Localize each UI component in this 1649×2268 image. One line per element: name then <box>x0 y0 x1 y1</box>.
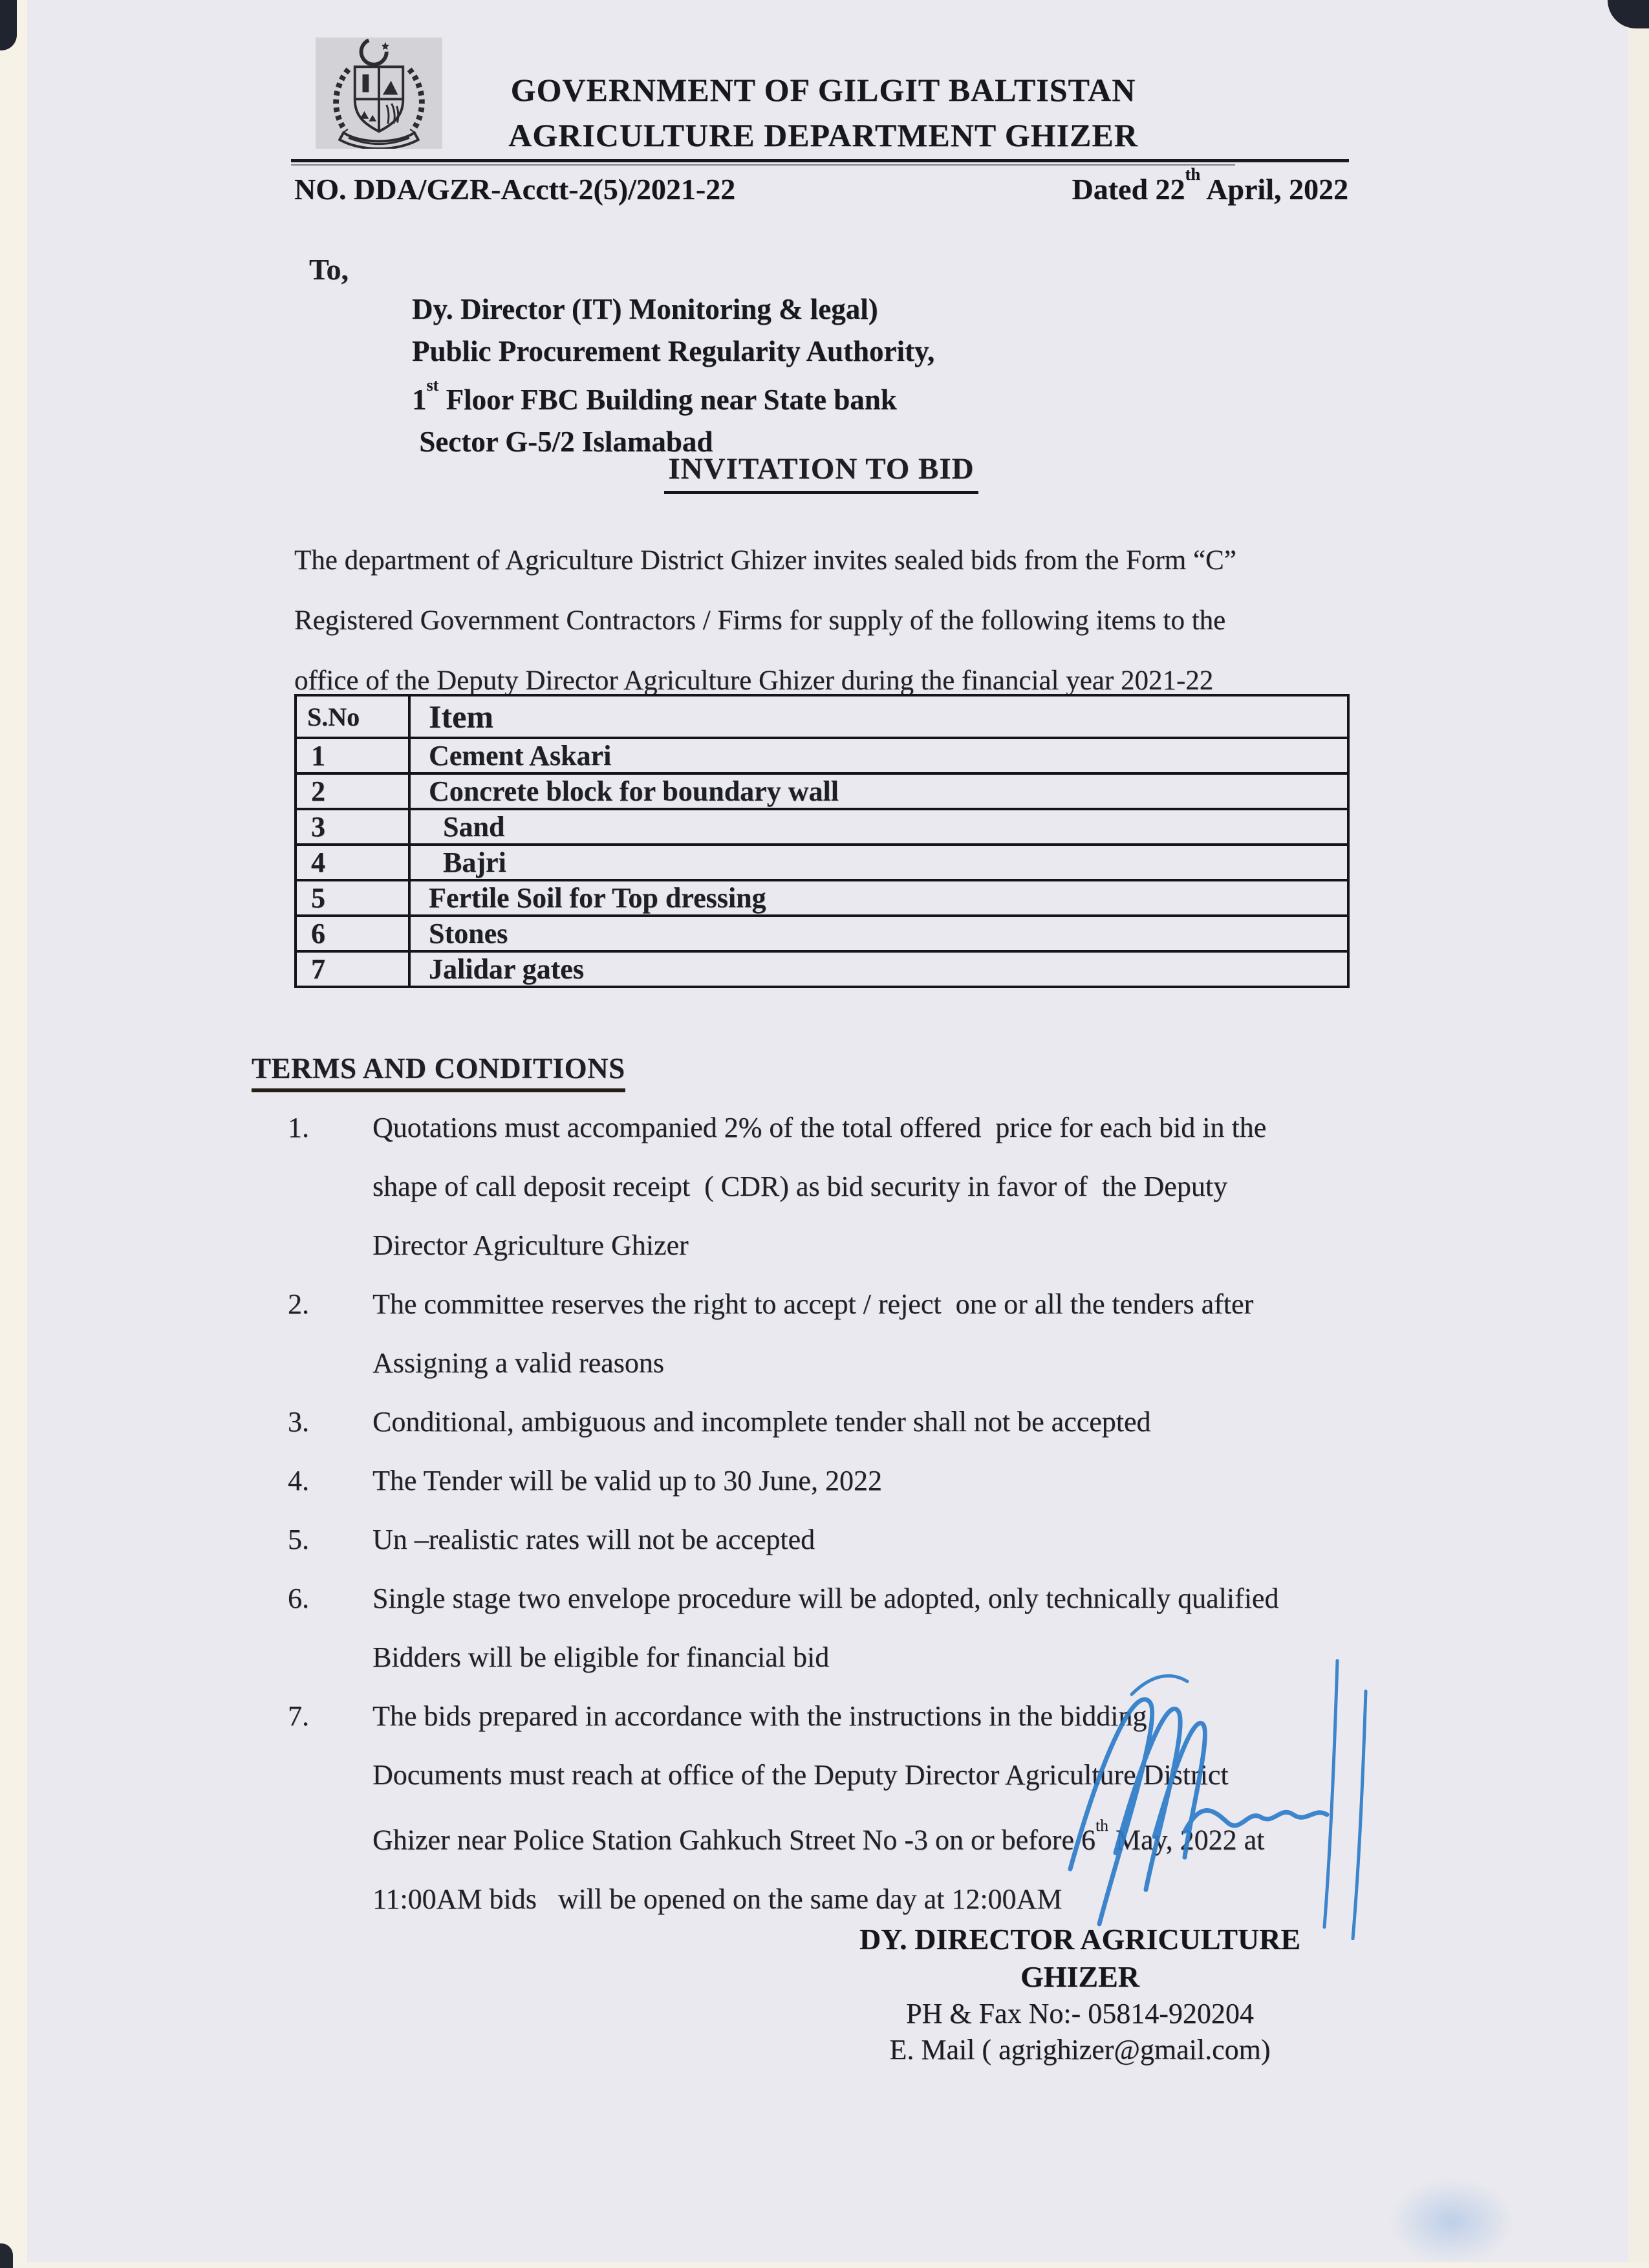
gilgit-baltistan-crest-icon <box>316 38 442 149</box>
document-title: INVITATION TO BID <box>664 451 978 494</box>
address-line: Dy. Director (IT) Monitoring & legal) <box>412 293 878 325</box>
term-line: Documents must reach at office of the Deputy Director Agriculture District <box>372 1759 1229 1791</box>
recipient-address <box>412 288 934 463</box>
term-item <box>288 1687 1381 1928</box>
term-number: 5. <box>288 1524 309 1555</box>
term-item <box>288 1392 1381 1451</box>
term-number: 1. <box>288 1112 309 1143</box>
term-line: Assigning a valid reasons <box>372 1347 664 1379</box>
cell-sno: 6 <box>296 916 409 951</box>
table-header-row <box>296 695 1348 738</box>
intro-line: Registered Government Contractors / Firms for supply of the following items to the <box>294 605 1226 636</box>
term-number: 7. <box>288 1700 309 1732</box>
signatory-title-line2: GHIZER <box>1020 1960 1140 1993</box>
term-item <box>288 1098 1381 1275</box>
cell-item: Jalidar gates <box>409 951 1348 987</box>
term-text <box>372 1392 1381 1451</box>
table-row <box>296 916 1348 951</box>
table-row <box>296 738 1348 773</box>
org-line-1: GOVERNMENT OF GILGIT BALTISTAN <box>510 72 1136 108</box>
address-line: Public Procurement Regularity Authority, <box>412 335 935 367</box>
terms-list <box>288 1098 1381 1928</box>
table-row <box>296 880 1348 916</box>
cell-sno: 7 <box>296 951 409 987</box>
cell-item: Sand <box>409 809 1348 845</box>
cell-item: Fertile Soil for Top dressing <box>409 880 1348 916</box>
term-line: Ghizer near Police Station Gahkuch Street No -3 on or before 6th May, 2022 at <box>372 1816 1265 1856</box>
document-date: Dated 22th April, 2022 <box>1072 164 1348 206</box>
term-text <box>372 1510 1381 1569</box>
column-header-sno: S.No <box>296 695 409 738</box>
signatory-email: E. Mail ( agrighizer@gmail.com) <box>889 2034 1271 2066</box>
reference-row <box>294 164 1348 206</box>
term-line: The bids prepared in accordance with the instructions in the bidding <box>372 1700 1147 1732</box>
term-line: The committee reserves the right to accept / reject one or all the tenders after <box>372 1288 1254 1320</box>
ink-bleed-smudge <box>1390 2179 1513 2263</box>
items-table <box>294 694 1350 988</box>
term-number: 6. <box>288 1582 309 1614</box>
term-text <box>372 1687 1381 1928</box>
scan-corner-top-right <box>1608 0 1649 28</box>
title-wrap <box>294 451 1348 494</box>
term-line: 11:00AM bids will be opened on the same day at 12:00AM <box>372 1883 1062 1915</box>
term-item <box>288 1510 1381 1569</box>
header-rule-echo <box>291 164 1235 166</box>
table-row <box>296 951 1348 987</box>
signatory-phone: PH & Fax No:- 05814-920204 <box>906 1998 1254 2029</box>
term-text <box>372 1098 1381 1275</box>
term-item <box>288 1275 1381 1392</box>
term-line: Single stage two envelope procedure will be adopted, only technically qualified <box>372 1582 1279 1614</box>
term-number: 4. <box>288 1465 309 1496</box>
cell-sno: 1 <box>296 738 409 773</box>
term-line: shape of call deposit receipt ( CDR) as bid security in favor of the Deputy <box>372 1171 1228 1202</box>
header-org-name <box>479 67 1168 158</box>
table-row <box>296 773 1348 809</box>
term-line: The Tender will be valid up to 30 June, 2022 <box>372 1465 882 1496</box>
intro-line: office of the Deputy Director Agriculture Ghizer during the financial year 2021-22 <box>294 665 1214 696</box>
terms-heading: TERMS AND CONDITIONS <box>252 1052 625 1092</box>
address-line: 1st Floor FBC Building near State bank <box>412 375 897 416</box>
term-text <box>372 1275 1381 1392</box>
org-line-2: AGRICULTURE DEPARTMENT GHIZER <box>508 117 1138 153</box>
term-line: Conditional, ambiguous and incomplete tender shall not be accepted <box>372 1406 1151 1438</box>
term-line: Bidders will be eligible for financial bid <box>372 1641 830 1673</box>
cell-item: Stones <box>409 916 1348 951</box>
column-header-item: Item <box>409 695 1348 738</box>
cell-sno: 3 <box>296 809 409 845</box>
scan-edge-strip-left <box>0 0 27 2268</box>
cell-item: Cement Askari <box>409 738 1348 773</box>
term-line: Director Agriculture Ghizer <box>372 1229 689 1261</box>
cell-item: Bajri <box>409 845 1348 880</box>
intro-paragraph <box>294 530 1361 711</box>
cell-sno: 4 <box>296 845 409 880</box>
term-item <box>288 1451 1381 1510</box>
term-line: Un –realistic rates will not be accepted <box>372 1524 815 1555</box>
signature-block <box>834 1921 1326 2068</box>
cell-item: Concrete block for boundary wall <box>409 773 1348 809</box>
cell-sno: 5 <box>296 880 409 916</box>
term-number: 2. <box>288 1288 309 1320</box>
cell-sno: 2 <box>296 773 409 809</box>
term-item <box>288 1569 1381 1687</box>
reference-number: NO. DDA/GZR-Acctt-2(5)/2021-22 <box>294 173 736 206</box>
scan-corner-top-left <box>0 0 17 50</box>
header-rule <box>291 159 1349 162</box>
term-text <box>372 1569 1381 1687</box>
scan-edge-strip-right <box>1628 0 1649 2268</box>
address-line: Sector G-5/2 Islamabad <box>412 426 713 458</box>
table-row <box>296 809 1348 845</box>
intro-line: The department of Agriculture District Ghizer invites sealed bids from the Form “C” <box>294 545 1236 576</box>
table-row <box>296 845 1348 880</box>
term-line: Quotations must accompanied 2% of the total offered price for each bid in the <box>372 1112 1267 1143</box>
term-number: 3. <box>288 1406 309 1438</box>
salutation: To, <box>309 253 349 286</box>
signatory-title-line1: DY. DIRECTOR AGRICULTURE <box>859 1923 1301 1956</box>
term-text <box>372 1451 1381 1510</box>
